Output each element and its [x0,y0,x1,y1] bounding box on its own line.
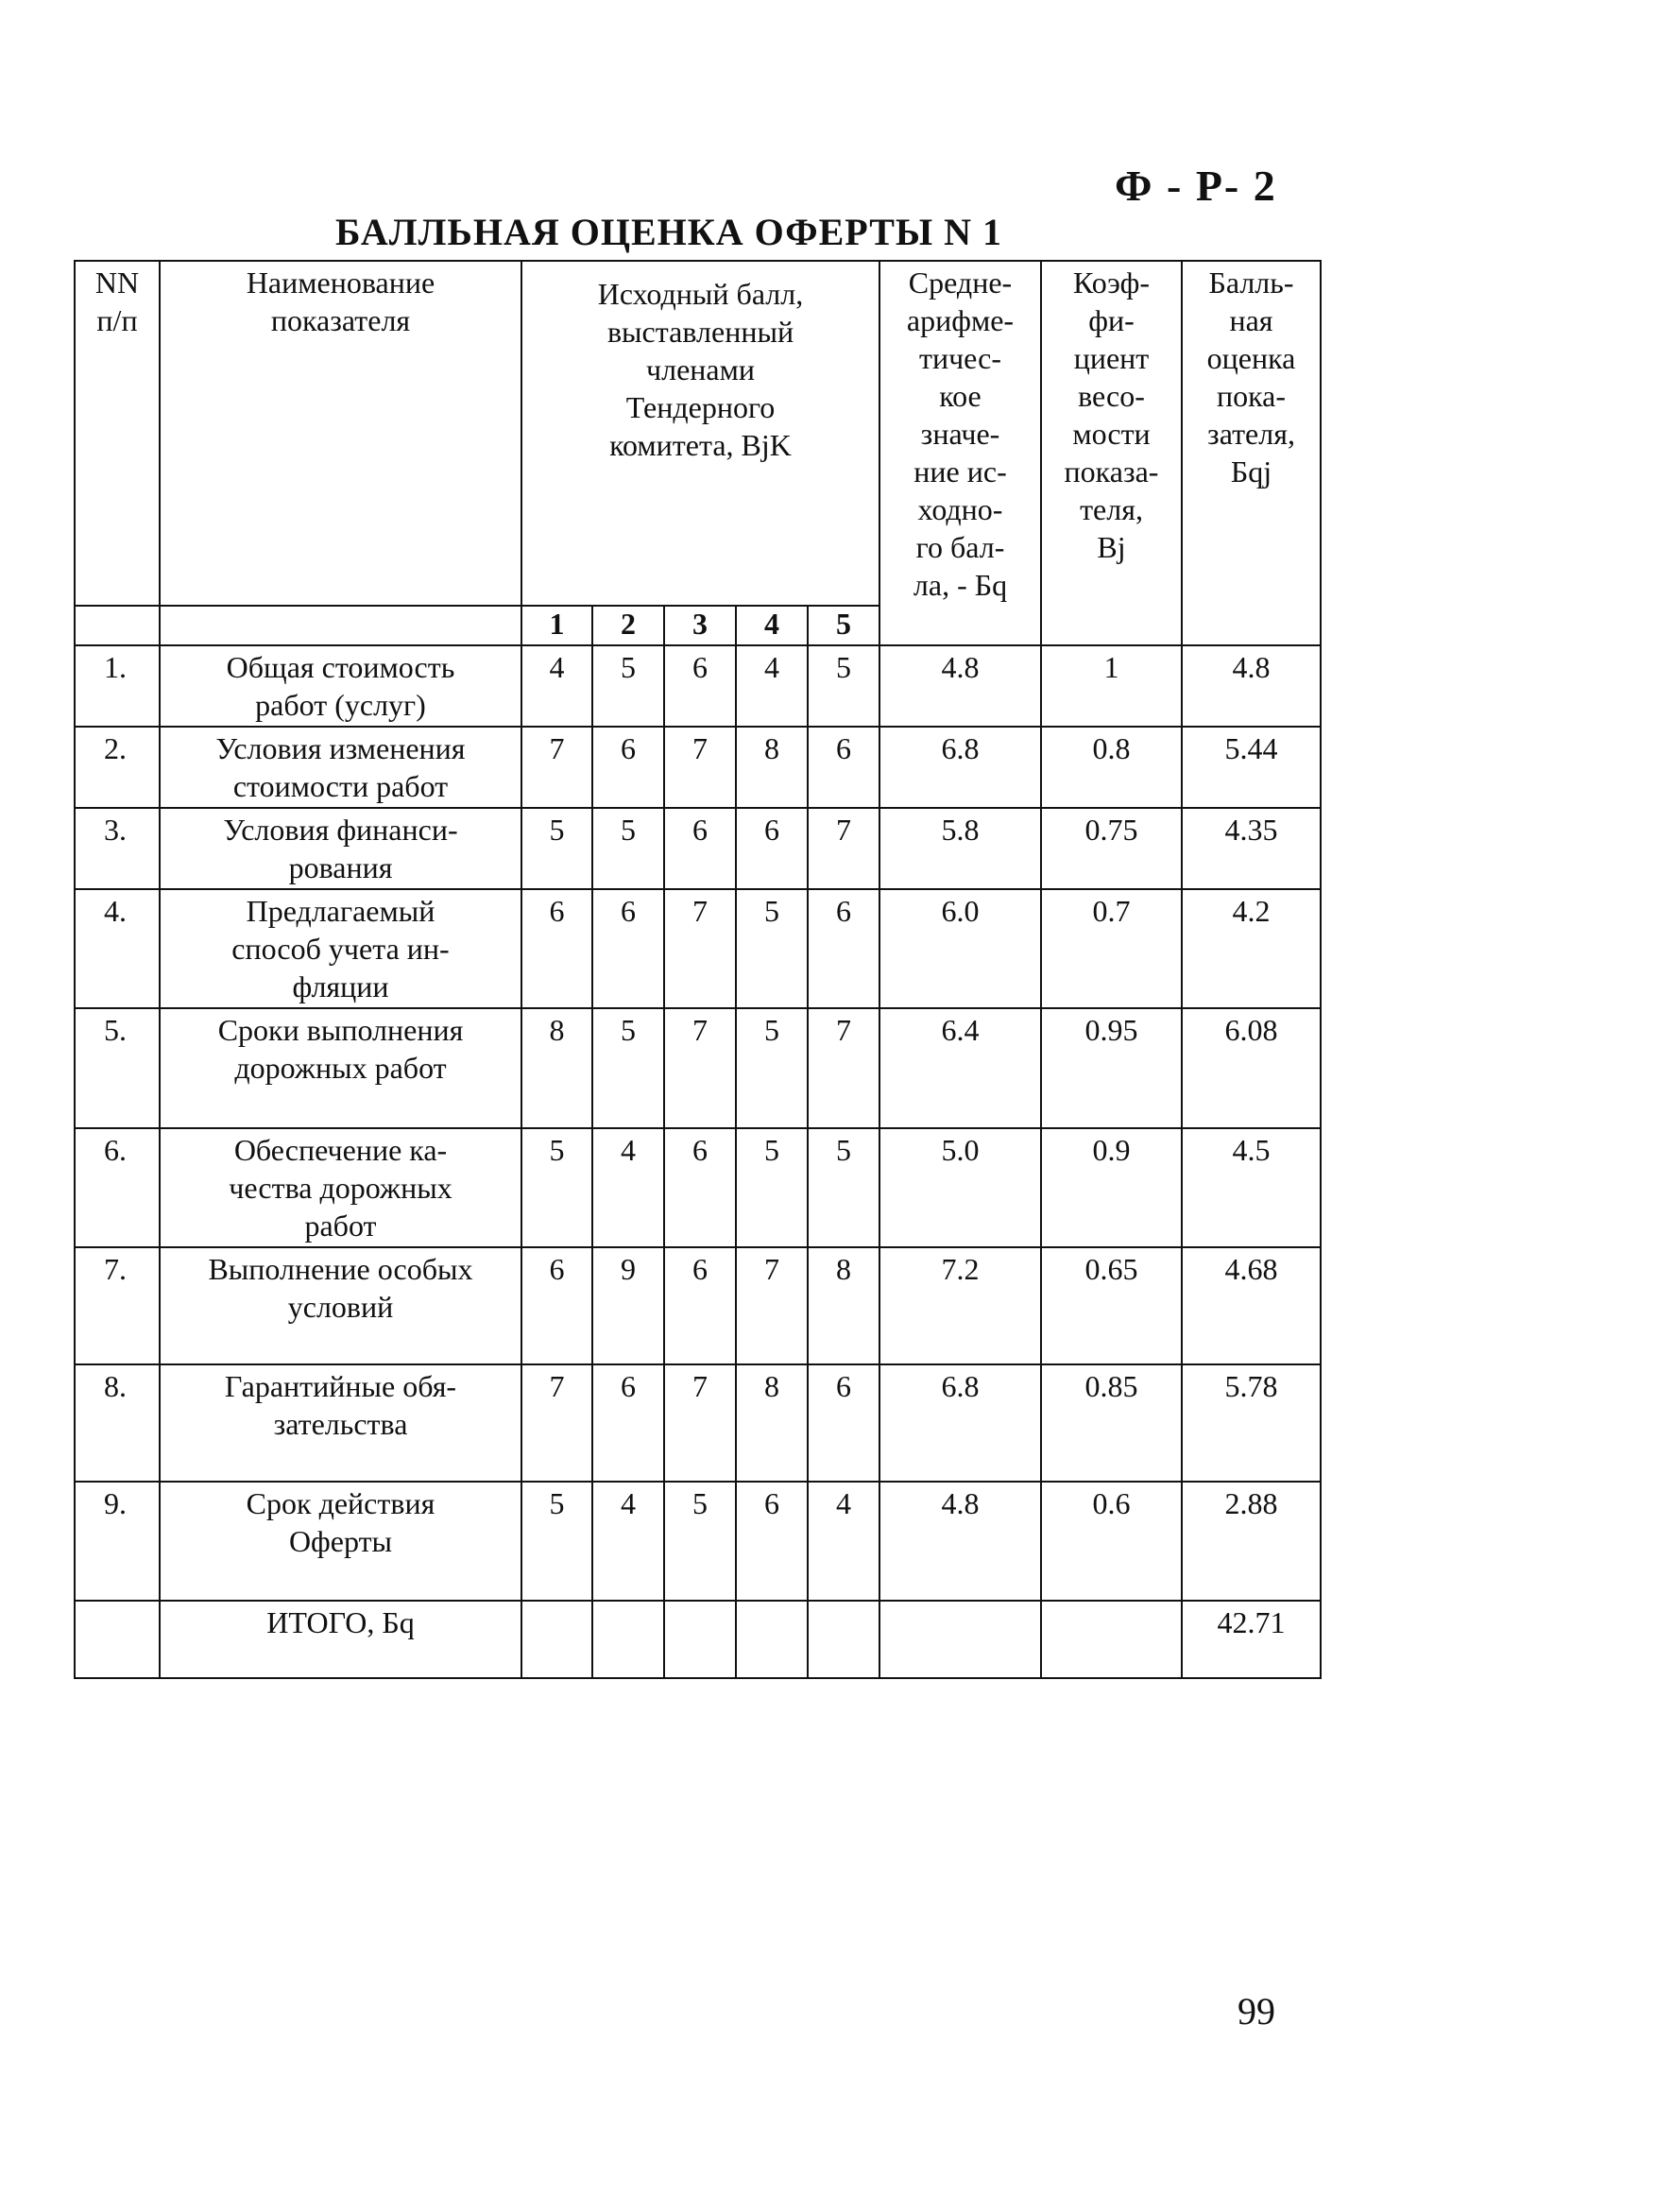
cell-num: 5. [75,1008,160,1128]
cell-score-4: 5 [736,1128,808,1247]
table-row [75,1482,1321,1601]
cell-score-5: 7 [808,808,879,889]
cell-score-1: 5 [521,808,592,889]
cell-coefficient: 0.8 [1041,727,1182,808]
text-line: Наименование [246,266,435,300]
table-row [75,645,1321,727]
cell-score-5: 6 [808,889,879,1008]
text-line: фляции [292,969,389,1003]
total-value: 42.71 [1182,1601,1321,1678]
cell-score-1: 8 [521,1008,592,1128]
total-empty-cell [879,1601,1041,1678]
cell-result: 5.44 [1182,727,1321,808]
cell-indicator-name [160,1247,521,1364]
cell-score-1: 5 [521,1482,592,1601]
total-label: ИТОГО, Бq [160,1601,521,1678]
text-line: стоимости работ [232,769,449,803]
cell-average: 7.2 [879,1247,1041,1364]
jury-spacer [160,606,521,645]
cell-score-1: 4 [521,645,592,727]
total-empty-cell [808,1601,879,1678]
cell-result: 4.35 [1182,808,1321,889]
text-line: Обеспечение ка- [233,1133,448,1167]
cell-coefficient: 1 [1041,645,1182,727]
cell-score-5: 4 [808,1482,879,1601]
text-line: Общая стоимость [226,650,455,684]
cell-score-2: 5 [592,808,664,889]
text-line: рования [288,850,393,884]
table-row [75,1247,1321,1364]
text-line: способ учета ин- [231,932,450,966]
cell-average: 5.8 [879,808,1041,889]
cell-indicator-name [160,1008,521,1128]
total-row [75,1601,1321,1678]
cell-coefficient: 0.7 [1041,889,1182,1008]
text-line: Условия финанси- [223,813,458,847]
text-line: Bj [1097,530,1126,564]
text-line: Тендерного [625,390,776,424]
text-line: зателя, [1207,417,1295,451]
text-line: дорожных работ [234,1051,447,1085]
cell-num: 1. [75,645,160,727]
total-empty-cell [1041,1601,1182,1678]
cell-score-5: 5 [808,1128,879,1247]
text-line: го бал- [915,530,1005,564]
text-line: условий [287,1290,394,1324]
cell-score-4: 7 [736,1247,808,1364]
cell-average: 6.8 [879,727,1041,808]
cell-num: 8. [75,1364,160,1482]
text-line: Гарантийные обя- [224,1369,457,1403]
cell-coefficient: 0.85 [1041,1364,1182,1482]
text-line: NN [94,266,140,300]
cell-average: 4.8 [879,645,1041,727]
cell-num: 3. [75,808,160,889]
cell-score-5: 7 [808,1008,879,1128]
cell-score-4: 6 [736,808,808,889]
text-line: Исходный балл, [597,277,804,311]
total-empty-cell [664,1601,736,1678]
text-line: показателя [270,303,411,337]
cell-score-5: 8 [808,1247,879,1364]
text-line: весо- [1078,379,1145,413]
text-line: ла, - Бq [913,568,1008,602]
total-empty-cell [736,1601,808,1678]
text-line: комитета, BjK [609,428,792,462]
table-row [75,727,1321,808]
text-line: чества дорожных [229,1171,452,1205]
header-avg [879,261,1041,645]
header-row [75,261,1321,606]
text-line: работ (услуг) [255,688,426,722]
cell-score-3: 7 [664,1008,736,1128]
cell-score-2: 5 [592,645,664,727]
text-line: Срок действия [246,1486,435,1520]
cell-score-3: 7 [664,727,736,808]
text-line: Сроки выполнения [217,1013,464,1047]
cell-num: 4. [75,889,160,1008]
cell-score-2: 6 [592,727,664,808]
text-line: зательства [273,1407,408,1441]
cell-score-4: 5 [736,1008,808,1128]
cell-score-1: 7 [521,1364,592,1482]
jury-member-2: 2 [592,606,664,645]
jury-spacer [75,606,160,645]
text-line: оценка [1206,341,1296,375]
table-row [75,1364,1321,1482]
cell-score-2: 5 [592,1008,664,1128]
jury-member-1: 1 [521,606,592,645]
cell-indicator-name [160,1364,521,1482]
text-line: Условия изменения [215,731,466,765]
form-code: Ф - Р- 2 [1115,162,1277,210]
text-line: Бqj [1230,454,1272,489]
cell-indicator-name [160,1482,521,1601]
total-empty-cell [592,1601,664,1678]
cell-score-2: 6 [592,1364,664,1482]
cell-score-4: 5 [736,889,808,1008]
cell-score-3: 6 [664,1128,736,1247]
text-line: работ [304,1209,377,1243]
header-scores [521,261,879,606]
text-line: мости [1072,417,1151,451]
cell-score-4: 4 [736,645,808,727]
jury-member-5: 5 [808,606,879,645]
cell-result: 5.78 [1182,1364,1321,1482]
text-line: Выполнение особых [208,1252,473,1286]
text-line: значе- [920,417,1000,451]
cell-score-3: 6 [664,645,736,727]
cell-coefficient: 0.75 [1041,808,1182,889]
cell-coefficient: 0.95 [1041,1008,1182,1128]
cell-score-5: 5 [808,645,879,727]
cell-average: 4.8 [879,1482,1041,1601]
cell-score-2: 6 [592,889,664,1008]
cell-score-2: 9 [592,1247,664,1364]
cell-coefficient: 0.65 [1041,1247,1182,1364]
text-line: арифме- [906,303,1015,337]
text-line: Средне- [908,266,1013,300]
header-name [160,261,521,606]
cell-coefficient: 0.9 [1041,1128,1182,1247]
cell-indicator-name [160,727,521,808]
cell-num: 2. [75,727,160,808]
cell-score-4: 8 [736,727,808,808]
text-line: Оферты [288,1524,393,1558]
cell-result: 6.08 [1182,1008,1321,1128]
cell-score-5: 6 [808,727,879,808]
text-line: выставленный [606,315,794,349]
text-line: Предлагаемый [246,894,435,928]
table-row [75,1008,1321,1128]
cell-score-3: 6 [664,1247,736,1364]
text-line: тичес- [918,341,1002,375]
text-line: ходно- [917,492,1003,526]
header-num [75,261,160,606]
cell-score-2: 4 [592,1128,664,1247]
cell-score-1: 5 [521,1128,592,1247]
cell-score-1: 6 [521,889,592,1008]
cell-average: 5.0 [879,1128,1041,1247]
cell-coefficient: 0.6 [1041,1482,1182,1601]
cell-average: 6.8 [879,1364,1041,1482]
cell-indicator-name [160,645,521,727]
cell-score-4: 6 [736,1482,808,1601]
text-line: Коэф- [1072,266,1151,300]
cell-indicator-name [160,808,521,889]
page-number: 99 [1238,1990,1275,2032]
total-empty-cell [75,1601,160,1678]
text-line: членами [646,352,755,386]
cell-score-1: 7 [521,727,592,808]
cell-score-3: 5 [664,1482,736,1601]
cell-num: 6. [75,1128,160,1247]
cell-result: 2.88 [1182,1482,1321,1601]
cell-score-3: 6 [664,808,736,889]
cell-score-5: 6 [808,1364,879,1482]
text-line: циент [1073,341,1150,375]
text-line: теля, [1080,492,1143,526]
cell-indicator-name [160,1128,521,1247]
cell-result: 4.2 [1182,889,1321,1008]
text-line: показа- [1064,454,1159,489]
header-coef [1041,261,1182,645]
text-line: кое [939,379,982,413]
text-line: Балль- [1208,266,1294,300]
jury-member-3: 3 [664,606,736,645]
text-line: пока- [1216,379,1287,413]
text-line: п/п [96,303,138,337]
header-result [1182,261,1321,645]
cell-score-1: 6 [521,1247,592,1364]
cell-score-3: 7 [664,889,736,1008]
cell-score-3: 7 [664,1364,736,1482]
table-row [75,889,1321,1008]
cell-result: 4.68 [1182,1247,1321,1364]
cell-average: 6.0 [879,889,1041,1008]
cell-result: 4.8 [1182,645,1321,727]
text-line: фи- [1088,303,1135,337]
total-empty-cell [521,1601,592,1678]
cell-num: 9. [75,1482,160,1601]
cell-result: 4.5 [1182,1128,1321,1247]
cell-score-2: 4 [592,1482,664,1601]
cell-num: 7. [75,1247,160,1364]
text-line: ная [1229,303,1273,337]
evaluation-table [74,260,1322,1679]
text-line: ние ис- [913,454,1007,489]
table-row [75,808,1321,889]
cell-average: 6.4 [879,1008,1041,1128]
table-row [75,1128,1321,1247]
cell-indicator-name [160,889,521,1008]
cell-score-4: 8 [736,1364,808,1482]
jury-member-4: 4 [736,606,808,645]
document-title: БАЛЛЬНАЯ ОЦЕНКА ОФЕРТЫ N 1 [335,211,1003,253]
